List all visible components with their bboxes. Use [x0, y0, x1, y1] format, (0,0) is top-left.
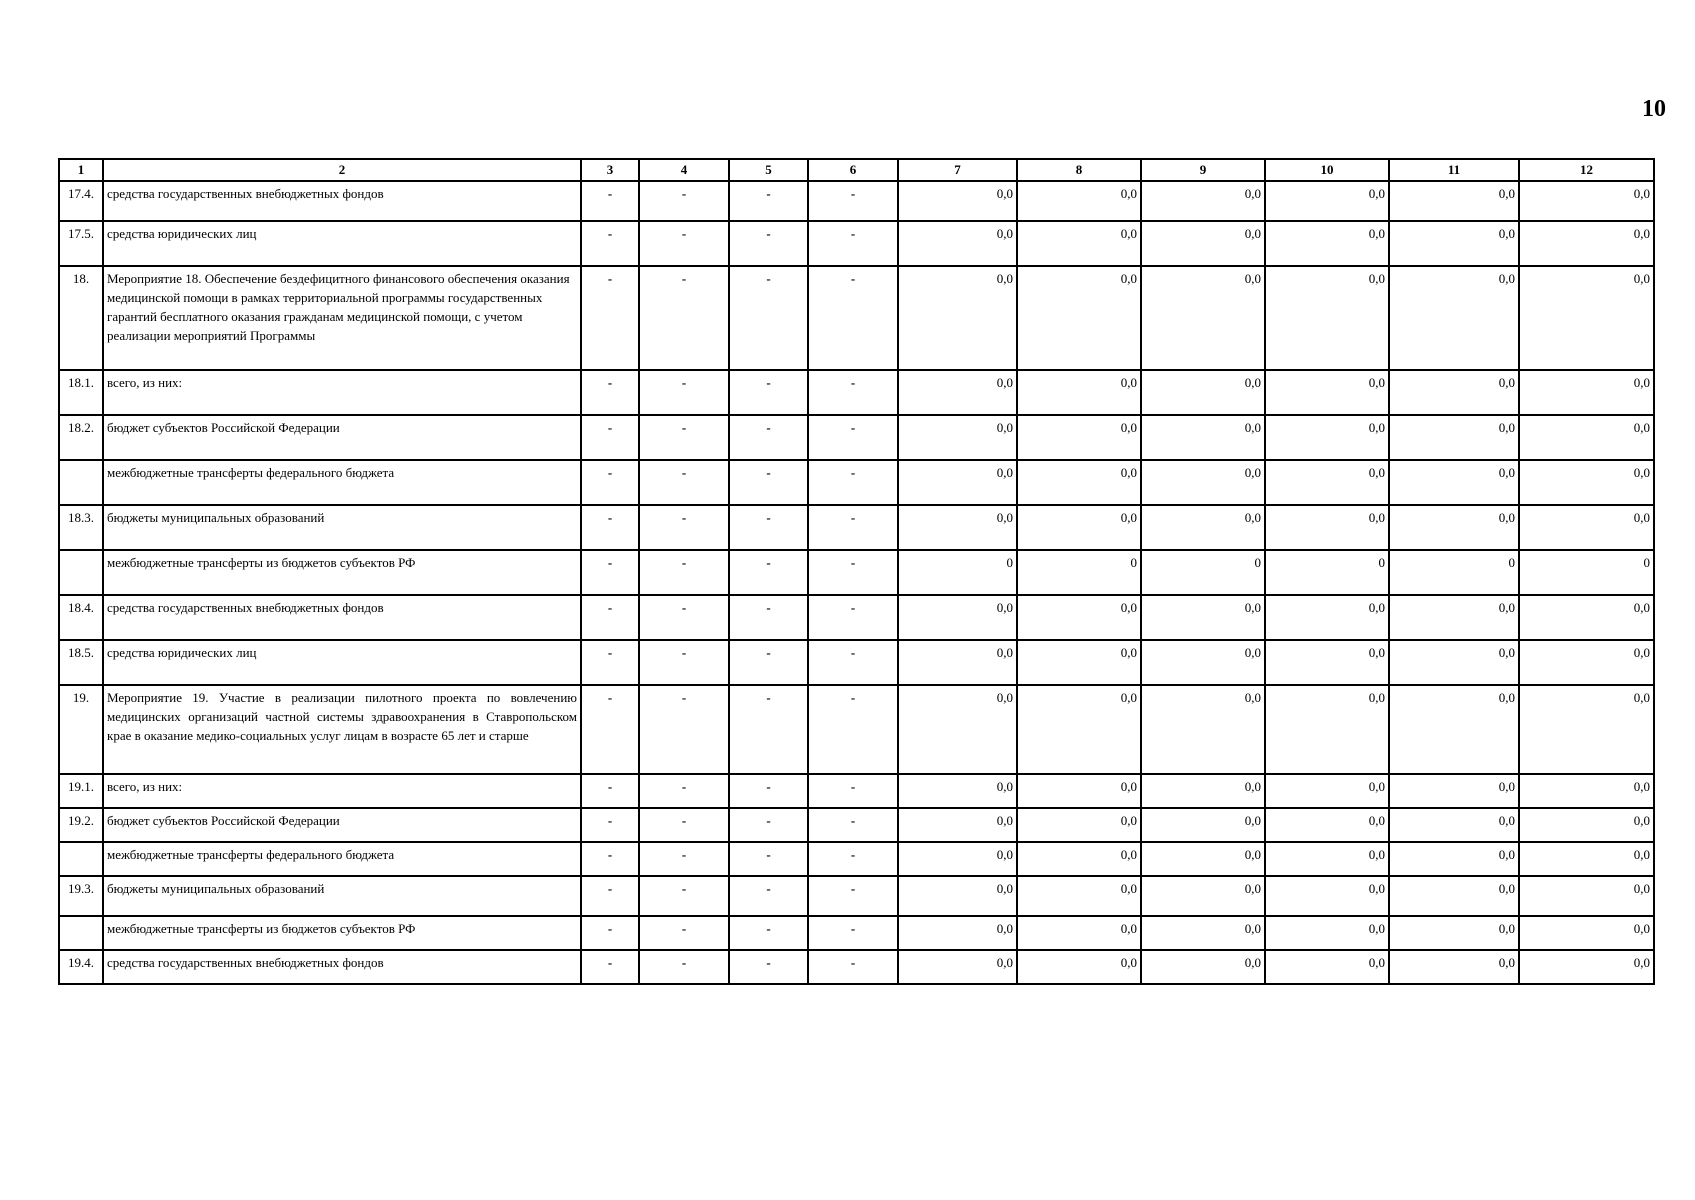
col5-cell: - [729, 221, 808, 266]
table-row [59, 774, 1654, 808]
col3-cell: - [581, 221, 639, 266]
row-number-cell: 19. [59, 685, 103, 774]
row-number-cell: 19.4. [59, 950, 103, 984]
value-cell-col7: 0,0 [898, 415, 1017, 460]
column-header: 11 [1389, 159, 1519, 181]
row-description-cell: Мероприятие 18. Обеспечение бездефицитного финансового обеспечения оказания медицинской помощи в рамках территориальной программы государственных гарантий бесплатного оказания гражданам медицинской помощи, с учетом реализации мероприятий Программы [103, 266, 581, 370]
table-row [59, 808, 1654, 842]
col3-cell: - [581, 550, 639, 595]
value-cell-col10: 0,0 [1265, 808, 1389, 842]
value-cell-col11: 0,0 [1389, 181, 1519, 221]
value-cell-col12: 0 [1519, 550, 1654, 595]
value-cell-col12: 0,0 [1519, 415, 1654, 460]
table-row [59, 550, 1654, 595]
col3-cell: - [581, 640, 639, 685]
value-cell-col8: 0,0 [1017, 370, 1141, 415]
value-cell-col12: 0,0 [1519, 370, 1654, 415]
value-cell-col12: 0,0 [1519, 685, 1654, 774]
value-cell-col11: 0,0 [1389, 876, 1519, 916]
value-cell-col12: 0,0 [1519, 181, 1654, 221]
col5-cell: - [729, 808, 808, 842]
value-cell-col11: 0,0 [1389, 774, 1519, 808]
value-cell-col10: 0,0 [1265, 842, 1389, 876]
col5-cell: - [729, 415, 808, 460]
value-cell-col9: 0,0 [1141, 774, 1265, 808]
value-cell-col12: 0,0 [1519, 808, 1654, 842]
value-cell-col9: 0,0 [1141, 950, 1265, 984]
col3-cell: - [581, 370, 639, 415]
col5-cell: - [729, 550, 808, 595]
table-row [59, 950, 1654, 984]
table-header-row [59, 159, 1654, 181]
value-cell-col9: 0,0 [1141, 181, 1265, 221]
value-cell-col11: 0 [1389, 550, 1519, 595]
col3-cell: - [581, 842, 639, 876]
col5-cell: - [729, 266, 808, 370]
value-cell-col7: 0,0 [898, 808, 1017, 842]
col4-cell: - [639, 415, 729, 460]
col4-cell: - [639, 221, 729, 266]
column-header: 4 [639, 159, 729, 181]
col4-cell: - [639, 505, 729, 550]
value-cell-col11: 0,0 [1389, 415, 1519, 460]
value-cell-col11: 0,0 [1389, 808, 1519, 842]
value-cell-col10: 0,0 [1265, 640, 1389, 685]
value-cell-col10: 0,0 [1265, 221, 1389, 266]
row-number-cell: 17.5. [59, 221, 103, 266]
value-cell-col11: 0,0 [1389, 266, 1519, 370]
value-cell-col8: 0,0 [1017, 181, 1141, 221]
col6-cell: - [808, 181, 898, 221]
col5-cell: - [729, 370, 808, 415]
row-number-cell: 18.4. [59, 595, 103, 640]
value-cell-col9: 0,0 [1141, 685, 1265, 774]
col4-cell: - [639, 181, 729, 221]
value-cell-col12: 0,0 [1519, 916, 1654, 950]
row-description-cell: межбюджетные трансферты федерального бюджета [103, 842, 581, 876]
value-cell-col11: 0,0 [1389, 221, 1519, 266]
row-number-cell: 19.3. [59, 876, 103, 916]
value-cell-col7: 0,0 [898, 842, 1017, 876]
table-row [59, 640, 1654, 685]
value-cell-col10: 0,0 [1265, 415, 1389, 460]
col5-cell: - [729, 181, 808, 221]
value-cell-col11: 0,0 [1389, 460, 1519, 505]
value-cell-col12: 0,0 [1519, 460, 1654, 505]
row-description-cell: средства юридических лиц [103, 640, 581, 685]
value-cell-col10: 0,0 [1265, 916, 1389, 950]
value-cell-col11: 0,0 [1389, 842, 1519, 876]
col6-cell: - [808, 415, 898, 460]
value-cell-col12: 0,0 [1519, 876, 1654, 916]
value-cell-col10: 0,0 [1265, 876, 1389, 916]
col6-cell: - [808, 950, 898, 984]
table-row [59, 415, 1654, 460]
row-number-cell: 18.1. [59, 370, 103, 415]
col6-cell: - [808, 550, 898, 595]
value-cell-col10: 0,0 [1265, 950, 1389, 984]
column-header: 3 [581, 159, 639, 181]
value-cell-col9: 0,0 [1141, 808, 1265, 842]
col6-cell: - [808, 685, 898, 774]
value-cell-col10: 0,0 [1265, 370, 1389, 415]
value-cell-col7: 0 [898, 550, 1017, 595]
row-description-cell: всего, из них: [103, 370, 581, 415]
col4-cell: - [639, 370, 729, 415]
col4-cell: - [639, 550, 729, 595]
col3-cell: - [581, 876, 639, 916]
table-row [59, 685, 1654, 774]
col4-cell: - [639, 808, 729, 842]
value-cell-col9: 0,0 [1141, 595, 1265, 640]
col3-cell: - [581, 266, 639, 370]
value-cell-col9: 0,0 [1141, 842, 1265, 876]
col5-cell: - [729, 950, 808, 984]
value-cell-col9: 0,0 [1141, 415, 1265, 460]
column-header: 7 [898, 159, 1017, 181]
table-row [59, 916, 1654, 950]
col5-cell: - [729, 876, 808, 916]
table-row [59, 595, 1654, 640]
row-description-cell: средства государственных внебюджетных фондов [103, 181, 581, 221]
value-cell-col11: 0,0 [1389, 916, 1519, 950]
col3-cell: - [581, 181, 639, 221]
table-row [59, 460, 1654, 505]
col3-cell: - [581, 595, 639, 640]
value-cell-col11: 0,0 [1389, 595, 1519, 640]
col5-cell: - [729, 505, 808, 550]
col3-cell: - [581, 460, 639, 505]
value-cell-col8: 0,0 [1017, 266, 1141, 370]
value-cell-col10: 0,0 [1265, 685, 1389, 774]
value-cell-col8: 0,0 [1017, 685, 1141, 774]
value-cell-col8: 0,0 [1017, 950, 1141, 984]
value-cell-col12: 0,0 [1519, 950, 1654, 984]
value-cell-col8: 0,0 [1017, 842, 1141, 876]
column-header: 6 [808, 159, 898, 181]
col6-cell: - [808, 876, 898, 916]
value-cell-col10: 0,0 [1265, 595, 1389, 640]
col6-cell: - [808, 774, 898, 808]
col6-cell: - [808, 370, 898, 415]
col4-cell: - [639, 640, 729, 685]
budget-table [58, 158, 1655, 985]
row-description-cell: средства государственных внебюджетных фондов [103, 595, 581, 640]
value-cell-col8: 0,0 [1017, 916, 1141, 950]
value-cell-col7: 0,0 [898, 505, 1017, 550]
value-cell-col11: 0,0 [1389, 370, 1519, 415]
value-cell-col8: 0,0 [1017, 876, 1141, 916]
value-cell-col7: 0,0 [898, 774, 1017, 808]
table-row [59, 505, 1654, 550]
col5-cell: - [729, 640, 808, 685]
value-cell-col10: 0,0 [1265, 505, 1389, 550]
col3-cell: - [581, 505, 639, 550]
value-cell-col7: 0,0 [898, 640, 1017, 685]
col5-cell: - [729, 685, 808, 774]
value-cell-col9: 0,0 [1141, 370, 1265, 415]
row-number-cell: 18. [59, 266, 103, 370]
col6-cell: - [808, 266, 898, 370]
col6-cell: - [808, 221, 898, 266]
col5-cell: - [729, 842, 808, 876]
col6-cell: - [808, 842, 898, 876]
row-description-cell: Мероприятие 19. Участие в реализации пилотного проекта по вовлечению медицинских организаций частной системы здравоохранения в Ставропольском крае в оказание медико-социальных услуг лицам в возрасте 65 лет и старше [103, 685, 581, 774]
col3-cell: - [581, 916, 639, 950]
table-row [59, 876, 1654, 916]
value-cell-col7: 0,0 [898, 460, 1017, 505]
column-header: 2 [103, 159, 581, 181]
row-description-cell: бюджеты муниципальных образований [103, 876, 581, 916]
value-cell-col12: 0,0 [1519, 640, 1654, 685]
col3-cell: - [581, 950, 639, 984]
col5-cell: - [729, 774, 808, 808]
value-cell-col10: 0,0 [1265, 774, 1389, 808]
table-row [59, 181, 1654, 221]
column-header: 5 [729, 159, 808, 181]
col3-cell: - [581, 774, 639, 808]
row-number-cell [59, 550, 103, 595]
value-cell-col11: 0,0 [1389, 640, 1519, 685]
row-number-cell [59, 916, 103, 950]
column-header: 8 [1017, 159, 1141, 181]
value-cell-col11: 0,0 [1389, 950, 1519, 984]
col4-cell: - [639, 460, 729, 505]
value-cell-col9: 0,0 [1141, 916, 1265, 950]
row-number-cell [59, 460, 103, 505]
value-cell-col7: 0,0 [898, 370, 1017, 415]
col4-cell: - [639, 916, 729, 950]
column-header: 10 [1265, 159, 1389, 181]
column-header: 9 [1141, 159, 1265, 181]
col4-cell: - [639, 876, 729, 916]
col5-cell: - [729, 916, 808, 950]
col4-cell: - [639, 774, 729, 808]
value-cell-col9: 0,0 [1141, 221, 1265, 266]
col5-cell: - [729, 460, 808, 505]
row-description-cell: бюджет субъектов Российской Федерации [103, 415, 581, 460]
row-number-cell: 18.5. [59, 640, 103, 685]
value-cell-col8: 0,0 [1017, 640, 1141, 685]
column-header: 1 [59, 159, 103, 181]
col6-cell: - [808, 505, 898, 550]
col4-cell: - [639, 842, 729, 876]
value-cell-col7: 0,0 [898, 876, 1017, 916]
value-cell-col7: 0,0 [898, 916, 1017, 950]
value-cell-col7: 0,0 [898, 181, 1017, 221]
value-cell-col9: 0 [1141, 550, 1265, 595]
row-number-cell: 18.3. [59, 505, 103, 550]
col3-cell: - [581, 808, 639, 842]
table-row [59, 370, 1654, 415]
value-cell-col8: 0,0 [1017, 808, 1141, 842]
value-cell-col8: 0,0 [1017, 221, 1141, 266]
value-cell-col10: 0,0 [1265, 266, 1389, 370]
row-description-cell: бюджет субъектов Российской Федерации [103, 808, 581, 842]
value-cell-col12: 0,0 [1519, 221, 1654, 266]
value-cell-col12: 0,0 [1519, 266, 1654, 370]
column-header: 12 [1519, 159, 1654, 181]
value-cell-col11: 0,0 [1389, 685, 1519, 774]
value-cell-col9: 0,0 [1141, 640, 1265, 685]
value-cell-col12: 0,0 [1519, 505, 1654, 550]
col4-cell: - [639, 950, 729, 984]
table-row [59, 266, 1654, 370]
table-row [59, 842, 1654, 876]
col4-cell: - [639, 685, 729, 774]
value-cell-col10: 0,0 [1265, 181, 1389, 221]
row-description-cell: межбюджетные трансферты из бюджетов субъектов РФ [103, 916, 581, 950]
row-number-cell [59, 842, 103, 876]
value-cell-col8: 0 [1017, 550, 1141, 595]
col4-cell: - [639, 595, 729, 640]
value-cell-col8: 0,0 [1017, 774, 1141, 808]
table-row [59, 221, 1654, 266]
value-cell-col7: 0,0 [898, 595, 1017, 640]
row-description-cell: межбюджетные трансферты из бюджетов субъектов РФ [103, 550, 581, 595]
row-description-cell: межбюджетные трансферты федерального бюджета [103, 460, 581, 505]
value-cell-col10: 0 [1265, 550, 1389, 595]
value-cell-col8: 0,0 [1017, 460, 1141, 505]
value-cell-col7: 0,0 [898, 950, 1017, 984]
value-cell-col12: 0,0 [1519, 595, 1654, 640]
value-cell-col12: 0,0 [1519, 774, 1654, 808]
col6-cell: - [808, 808, 898, 842]
col6-cell: - [808, 460, 898, 505]
col3-cell: - [581, 685, 639, 774]
row-number-cell: 18.2. [59, 415, 103, 460]
row-description-cell: всего, из них: [103, 774, 581, 808]
row-number-cell: 19.2. [59, 808, 103, 842]
value-cell-col7: 0,0 [898, 221, 1017, 266]
page-number: 10 [1642, 96, 1666, 122]
row-description-cell: средства государственных внебюджетных фондов [103, 950, 581, 984]
value-cell-col7: 0,0 [898, 685, 1017, 774]
col6-cell: - [808, 916, 898, 950]
col3-cell: - [581, 415, 639, 460]
value-cell-col9: 0,0 [1141, 266, 1265, 370]
value-cell-col9: 0,0 [1141, 460, 1265, 505]
col5-cell: - [729, 595, 808, 640]
row-number-cell: 17.4. [59, 181, 103, 221]
value-cell-col7: 0,0 [898, 266, 1017, 370]
row-description-cell: бюджеты муниципальных образований [103, 505, 581, 550]
value-cell-col12: 0,0 [1519, 842, 1654, 876]
value-cell-col8: 0,0 [1017, 415, 1141, 460]
row-description-cell: средства юридических лиц [103, 221, 581, 266]
value-cell-col8: 0,0 [1017, 505, 1141, 550]
value-cell-col11: 0,0 [1389, 505, 1519, 550]
col6-cell: - [808, 640, 898, 685]
value-cell-col9: 0,0 [1141, 876, 1265, 916]
value-cell-col10: 0,0 [1265, 460, 1389, 505]
col4-cell: - [639, 266, 729, 370]
value-cell-col9: 0,0 [1141, 505, 1265, 550]
row-number-cell: 19.1. [59, 774, 103, 808]
col6-cell: - [808, 595, 898, 640]
value-cell-col8: 0,0 [1017, 595, 1141, 640]
